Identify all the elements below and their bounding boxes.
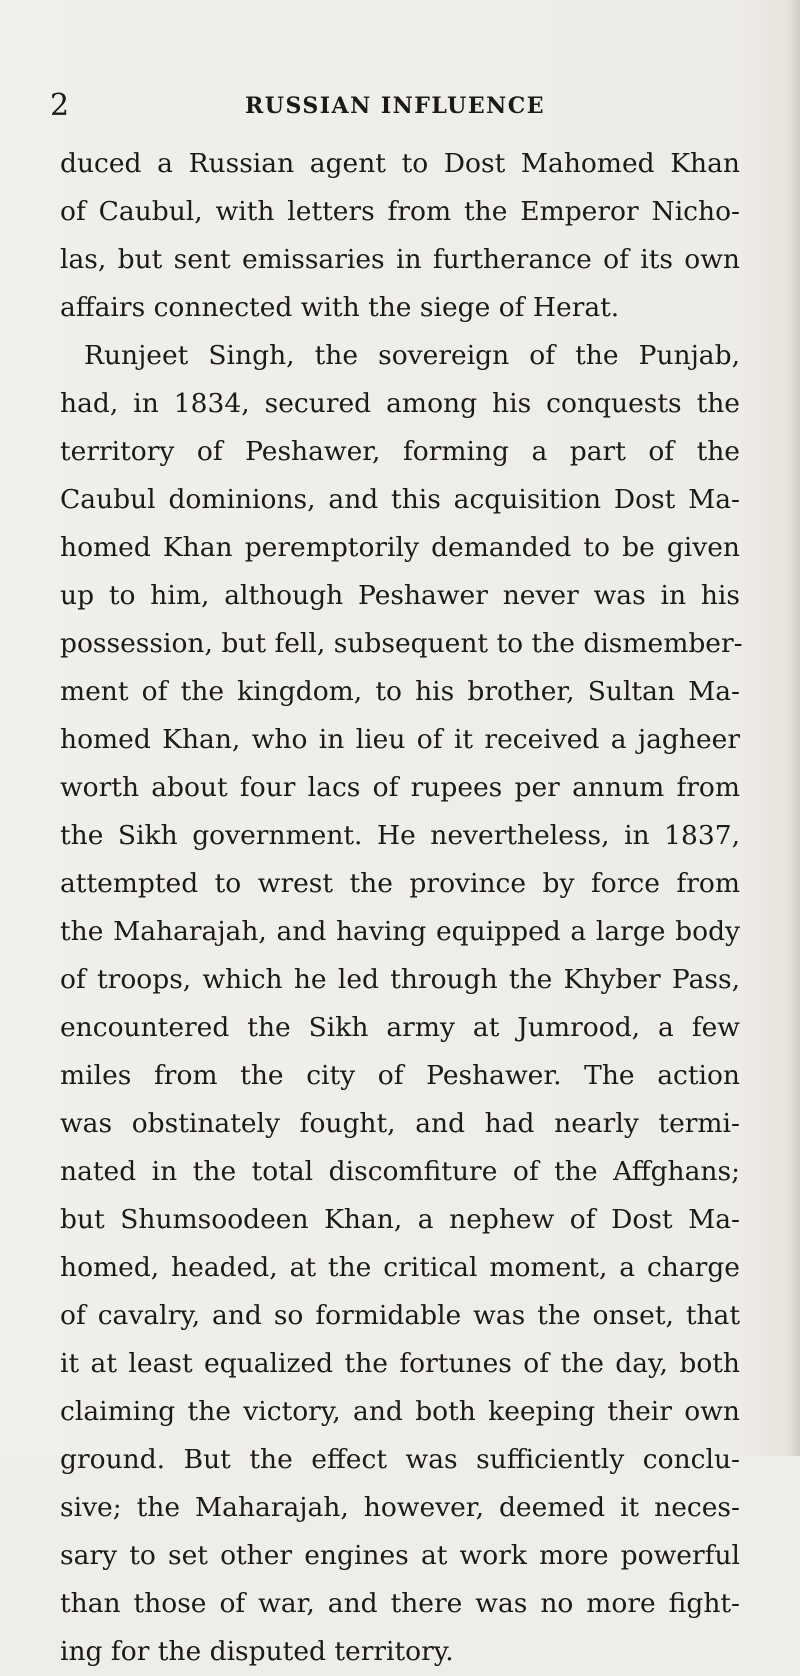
text-line: possession, but fell, subsequent to the dismember- xyxy=(60,628,743,659)
text-line: sary to set other engines at work more powerful xyxy=(60,1540,740,1571)
text-line: homed Khan, who in lieu of it received a jagheer xyxy=(60,724,740,755)
running-title: RUSSIAN INFLUENCE xyxy=(244,93,546,119)
body-text xyxy=(60,140,743,1676)
text-line: affairs connected with the siege of Herat. xyxy=(60,292,620,323)
running-head xyxy=(50,88,740,124)
text-line: miles from the city of Peshawer. The action xyxy=(60,1060,740,1091)
text-line: las, but sent emissaries in furtherance of its own xyxy=(60,244,740,275)
text-line: duced a Russian agent to Dost Mahomed Khan xyxy=(60,148,740,179)
text-line: ing for the disputed territory. xyxy=(60,1636,454,1667)
text-line: but Shumsoodeen Khan, a nephew of Dost Ma- xyxy=(60,1204,740,1235)
text-line: worth about four lacs of rupees per annum from xyxy=(60,772,740,803)
text-line: of cavalry, and so formidable was the onset, that xyxy=(60,1300,740,1331)
text-line: attempted to wrest the province by force from xyxy=(60,868,740,899)
text-line: sive; the Maharajah, however, deemed it neces- xyxy=(60,1492,740,1523)
text-line: Caubul dominions, and this acquisition Dost Ma- xyxy=(60,484,740,515)
text-line: nated in the total discomfiture of the Affghans; xyxy=(60,1156,740,1187)
text-line: Runjeet Singh, the sovereign of the Punjab, xyxy=(84,340,740,371)
text-line: the Sikh government. He nevertheless, in 1837, xyxy=(60,820,740,851)
text-line: up to him, although Peshawer never was in his xyxy=(60,580,740,611)
text-line: territory of Peshawer, forming a part of the xyxy=(60,436,740,467)
text-line: the Maharajah, and having equipped a large body xyxy=(60,916,740,947)
page-number: 2 xyxy=(50,88,70,123)
text-line: homed Khan peremptorily demanded to be given xyxy=(60,532,740,563)
text-line: it at least equalized the fortunes of the day, both xyxy=(60,1348,740,1379)
text-line: was obstinately fought, and had nearly termi- xyxy=(60,1108,740,1139)
text-line: claiming the victory, and both keeping their own xyxy=(60,1396,740,1427)
text-line: ment of the kingdom, to his brother, Sultan Ma- xyxy=(60,676,740,707)
text-line: had, in 1834, secured among his conquests the xyxy=(60,388,740,419)
text-line: of Caubul, with letters from the Emperor Nicho- xyxy=(60,196,740,227)
text-line: than those of war, and there was no more fight- xyxy=(60,1588,740,1619)
text-line: homed, headed, at the critical moment, a charge xyxy=(60,1252,740,1283)
page-edge-shadow xyxy=(786,0,800,1456)
text-line: of troops, which he led through the Khyber Pass, xyxy=(60,964,740,995)
text-line: ground. But the effect was sufficiently conclu- xyxy=(60,1444,740,1475)
text-line: encountered the Sikh army at Jumrood, a few xyxy=(60,1012,740,1043)
